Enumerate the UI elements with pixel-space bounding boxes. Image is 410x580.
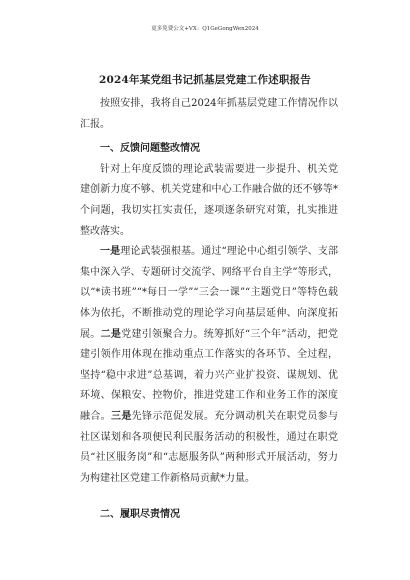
lead-point-1: 一是 bbox=[100, 246, 121, 258]
document-body bbox=[80, 94, 338, 526]
point-1-text: 理论武装强根基。通过“理论中心组引领学、支部集中深入学、专题研讨交流学、网络平台自主学”等形式，以“*读书班”“*每日一学”“三会一课”“主题党日”等特色载体为依托，不断推动党的理论学习向基层延伸、向深度拓展。 bbox=[80, 246, 338, 340]
spacer bbox=[80, 489, 338, 505]
header-note: 更多免费公文+VX：Q1GeGongWen2024 bbox=[151, 26, 259, 32]
point-3-text: 先锋示范促发展。充分调动机关在职党员参与社区谋划和各项便民利民服务活动的积极性，通过在职党员“社区服务岗”和“志愿服务队”两种形式开展活动，努力为构建社区党建工作新格局贡献*力量。 bbox=[80, 410, 339, 484]
section-heading-2: 二、履职尽责情况 bbox=[100, 509, 180, 521]
lead-point-2: 二是 bbox=[100, 328, 122, 340]
lead-point-3: 三是 bbox=[111, 410, 132, 422]
intro-paragraph: 按照安排，我将自己2024年抓基层党建工作情况作以汇报。 bbox=[80, 98, 338, 130]
section1-paragraph-2 bbox=[80, 242, 338, 489]
section1-paragraph-1: 针对上年度反馈的理论武装需要进一步提升、机关党建创新力度不够、机关党建和中心工作融合做的还不够等*个问题，我切实扛实责任，逐项逐条研究对策，扎实推进整改落实。 bbox=[80, 163, 338, 237]
document-title: 2024年某党组书记抓基层党建工作述职报告 bbox=[99, 74, 311, 86]
section-heading-1: 一、反馈问题整改情况 bbox=[100, 143, 200, 155]
point-2-text: 党建引领聚合力。统筹抓好“三个年”活动，把党建引领作用体现在推动重点工作落实的各环节、全过程，坚持“稳中求进”总基调，着力兴产业扩投资、谋规划、优环境、保粮安、控物价，推进党建工作和业务工作的深度融合。 bbox=[80, 328, 338, 422]
